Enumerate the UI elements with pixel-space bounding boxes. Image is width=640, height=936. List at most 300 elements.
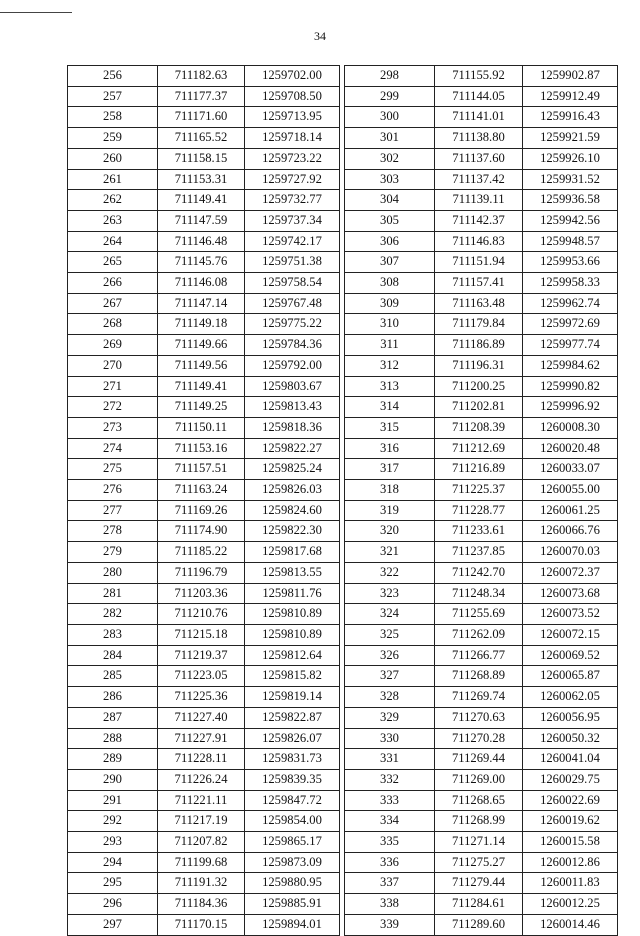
table-row (68, 749, 340, 770)
y-coordinate-cell: 1259880.95 (245, 873, 340, 894)
point-number-cell: 266 (68, 273, 158, 294)
table-row (68, 210, 340, 231)
x-coordinate-cell: 711248.34 (435, 583, 523, 604)
x-coordinate-cell: 711149.41 (158, 376, 245, 397)
point-number-cell: 272 (68, 397, 158, 418)
table-row (345, 687, 618, 708)
table-row (345, 397, 618, 418)
y-coordinate-cell: 1259958.33 (523, 273, 618, 294)
point-number-cell: 330 (345, 728, 435, 749)
x-coordinate-cell: 711177.37 (158, 86, 245, 107)
x-coordinate-cell: 711223.05 (158, 666, 245, 687)
y-coordinate-cell: 1259822.27 (245, 438, 340, 459)
point-number-cell: 257 (68, 86, 158, 107)
table-row (68, 604, 340, 625)
y-coordinate-cell: 1260033.07 (523, 459, 618, 480)
table-row (345, 832, 618, 853)
point-number-cell: 291 (68, 790, 158, 811)
x-coordinate-cell: 711186.89 (435, 335, 523, 356)
point-number-cell: 256 (68, 66, 158, 87)
y-coordinate-cell: 1259708.50 (245, 86, 340, 107)
point-number-cell: 339 (345, 914, 435, 935)
table-row (68, 438, 340, 459)
y-coordinate-cell: 1259727.92 (245, 169, 340, 190)
table-row (345, 666, 618, 687)
point-number-cell: 301 (345, 128, 435, 149)
table-row (345, 790, 618, 811)
point-number-cell: 284 (68, 645, 158, 666)
y-coordinate-cell: 1260011.83 (523, 873, 618, 894)
x-coordinate-cell: 711146.08 (158, 273, 245, 294)
y-coordinate-cell: 1259865.17 (245, 832, 340, 853)
x-coordinate-cell: 711144.05 (435, 86, 523, 107)
x-coordinate-cell: 711237.85 (435, 542, 523, 563)
point-number-cell: 290 (68, 769, 158, 790)
x-coordinate-cell: 711182.63 (158, 66, 245, 87)
x-coordinate-cell: 711165.52 (158, 128, 245, 149)
point-number-cell: 314 (345, 397, 435, 418)
y-coordinate-cell: 1259732.77 (245, 190, 340, 211)
y-coordinate-cell: 1259817.68 (245, 542, 340, 563)
x-coordinate-cell: 711163.48 (435, 293, 523, 314)
y-coordinate-cell: 1259931.52 (523, 169, 618, 190)
x-coordinate-cell: 711268.65 (435, 790, 523, 811)
y-coordinate-cell: 1259873.09 (245, 852, 340, 873)
table-row (68, 128, 340, 149)
y-coordinate-cell: 1259831.73 (245, 749, 340, 770)
x-coordinate-cell: 711200.25 (435, 376, 523, 397)
table-row (68, 314, 340, 335)
y-coordinate-cell: 1259977.74 (523, 335, 618, 356)
y-coordinate-cell: 1260073.52 (523, 604, 618, 625)
point-number-cell: 293 (68, 832, 158, 853)
table-row (68, 790, 340, 811)
x-coordinate-cell: 711221.11 (158, 790, 245, 811)
header-rule (0, 12, 72, 13)
x-coordinate-cell: 711269.44 (435, 749, 523, 770)
point-number-cell: 261 (68, 169, 158, 190)
x-coordinate-cell: 711137.42 (435, 169, 523, 190)
table-row (68, 252, 340, 273)
x-coordinate-cell: 711174.90 (158, 521, 245, 542)
table-row (68, 521, 340, 542)
point-number-cell: 258 (68, 107, 158, 128)
y-coordinate-cell: 1259972.69 (523, 314, 618, 335)
table-row (345, 769, 618, 790)
x-coordinate-cell: 711163.24 (158, 480, 245, 501)
point-number-cell: 279 (68, 542, 158, 563)
point-number-cell: 295 (68, 873, 158, 894)
y-coordinate-cell: 1260056.95 (523, 707, 618, 728)
point-number-cell: 309 (345, 293, 435, 314)
y-coordinate-cell: 1259953.66 (523, 252, 618, 273)
x-coordinate-cell: 711169.26 (158, 500, 245, 521)
table-row (345, 914, 618, 935)
table-row (68, 707, 340, 728)
x-coordinate-cell: 711227.91 (158, 728, 245, 749)
y-coordinate-cell: 1259948.57 (523, 231, 618, 252)
x-coordinate-cell: 711242.70 (435, 562, 523, 583)
x-coordinate-cell: 711149.41 (158, 190, 245, 211)
y-coordinate-cell: 1260014.46 (523, 914, 618, 935)
table-row (68, 417, 340, 438)
y-coordinate-cell: 1260029.75 (523, 769, 618, 790)
point-number-cell: 303 (345, 169, 435, 190)
table-row (345, 459, 618, 480)
point-number-cell: 328 (345, 687, 435, 708)
x-coordinate-cell: 711179.84 (435, 314, 523, 335)
point-number-cell: 337 (345, 873, 435, 894)
table-row (345, 66, 618, 87)
table-row (345, 500, 618, 521)
table-row (68, 397, 340, 418)
y-coordinate-cell: 1259718.14 (245, 128, 340, 149)
table-row (68, 811, 340, 832)
x-coordinate-cell: 711289.60 (435, 914, 523, 935)
x-coordinate-cell: 711146.83 (435, 231, 523, 252)
x-coordinate-cell: 711158.15 (158, 148, 245, 169)
x-coordinate-cell: 711228.11 (158, 749, 245, 770)
table-row (345, 604, 618, 625)
x-coordinate-cell: 711171.60 (158, 107, 245, 128)
point-number-cell: 280 (68, 562, 158, 583)
table-row (68, 873, 340, 894)
y-coordinate-cell: 1260041.04 (523, 749, 618, 770)
point-number-cell: 338 (345, 894, 435, 915)
point-number-cell: 333 (345, 790, 435, 811)
table-row (68, 687, 340, 708)
x-coordinate-cell: 711275.27 (435, 852, 523, 873)
table-row (345, 562, 618, 583)
x-coordinate-cell: 711268.89 (435, 666, 523, 687)
x-coordinate-cell: 711147.14 (158, 293, 245, 314)
point-number-cell: 283 (68, 624, 158, 645)
y-coordinate-cell: 1259885.91 (245, 894, 340, 915)
point-number-cell: 317 (345, 459, 435, 480)
point-number-cell: 302 (345, 148, 435, 169)
x-coordinate-cell: 711227.40 (158, 707, 245, 728)
point-number-cell: 324 (345, 604, 435, 625)
x-coordinate-cell: 711215.18 (158, 624, 245, 645)
x-coordinate-cell: 711284.61 (435, 894, 523, 915)
table-row (345, 355, 618, 376)
table-row (68, 624, 340, 645)
table-row (68, 459, 340, 480)
x-coordinate-cell: 711207.82 (158, 832, 245, 853)
y-coordinate-cell: 1259784.36 (245, 335, 340, 356)
table-row (345, 417, 618, 438)
table-row (68, 562, 340, 583)
y-coordinate-cell: 1259894.01 (245, 914, 340, 935)
point-number-cell: 275 (68, 459, 158, 480)
x-coordinate-cell: 711153.16 (158, 438, 245, 459)
y-coordinate-cell: 1259812.64 (245, 645, 340, 666)
table-row (68, 852, 340, 873)
x-coordinate-cell: 711199.68 (158, 852, 245, 873)
table-row (345, 148, 618, 169)
y-coordinate-cell: 1259819.14 (245, 687, 340, 708)
table-row (68, 894, 340, 915)
point-number-cell: 268 (68, 314, 158, 335)
point-number-cell: 267 (68, 293, 158, 314)
y-coordinate-cell: 1260020.48 (523, 438, 618, 459)
point-number-cell: 289 (68, 749, 158, 770)
point-number-cell: 263 (68, 210, 158, 231)
point-number-cell: 260 (68, 148, 158, 169)
y-coordinate-cell: 1259813.55 (245, 562, 340, 583)
x-coordinate-cell: 711269.74 (435, 687, 523, 708)
table-row (68, 914, 340, 935)
table-row (68, 542, 340, 563)
y-coordinate-cell: 1259751.38 (245, 252, 340, 273)
x-coordinate-cell: 711216.89 (435, 459, 523, 480)
y-coordinate-cell: 1259824.60 (245, 500, 340, 521)
x-coordinate-cell: 711185.22 (158, 542, 245, 563)
table-row (68, 148, 340, 169)
y-coordinate-cell: 1260066.76 (523, 521, 618, 542)
x-coordinate-cell: 711153.31 (158, 169, 245, 190)
point-number-cell: 323 (345, 583, 435, 604)
point-number-cell: 306 (345, 231, 435, 252)
x-coordinate-cell: 711208.39 (435, 417, 523, 438)
y-coordinate-cell: 1260069.52 (523, 645, 618, 666)
table-row (68, 355, 340, 376)
table-row (345, 86, 618, 107)
table-row (68, 728, 340, 749)
table-row (345, 376, 618, 397)
x-coordinate-cell: 711149.18 (158, 314, 245, 335)
table-row (68, 583, 340, 604)
table-row (345, 231, 618, 252)
point-number-cell: 334 (345, 811, 435, 832)
x-coordinate-cell: 711203.36 (158, 583, 245, 604)
point-number-cell: 298 (345, 66, 435, 87)
y-coordinate-cell: 1259822.87 (245, 707, 340, 728)
y-coordinate-cell: 1260061.25 (523, 500, 618, 521)
y-coordinate-cell: 1259990.82 (523, 376, 618, 397)
y-coordinate-cell: 1259818.36 (245, 417, 340, 438)
y-coordinate-cell: 1260072.15 (523, 624, 618, 645)
table-row (68, 376, 340, 397)
table-row (345, 480, 618, 501)
table-row (345, 128, 618, 149)
x-coordinate-cell: 711228.77 (435, 500, 523, 521)
table-row (345, 190, 618, 211)
y-coordinate-cell: 1259742.17 (245, 231, 340, 252)
x-coordinate-cell: 711157.51 (158, 459, 245, 480)
y-coordinate-cell: 1259811.76 (245, 583, 340, 604)
table-row (68, 480, 340, 501)
table-row (68, 273, 340, 294)
point-number-cell: 265 (68, 252, 158, 273)
y-coordinate-cell: 1259847.72 (245, 790, 340, 811)
y-coordinate-cell: 1260055.00 (523, 480, 618, 501)
y-coordinate-cell: 1259713.95 (245, 107, 340, 128)
x-coordinate-cell: 711142.37 (435, 210, 523, 231)
y-coordinate-cell: 1259839.35 (245, 769, 340, 790)
y-coordinate-cell: 1259926.10 (523, 148, 618, 169)
x-coordinate-cell: 711225.36 (158, 687, 245, 708)
x-coordinate-cell: 711149.56 (158, 355, 245, 376)
y-coordinate-cell: 1259702.00 (245, 66, 340, 87)
y-coordinate-cell: 1259758.54 (245, 273, 340, 294)
point-number-cell: 321 (345, 542, 435, 563)
point-number-cell: 331 (345, 749, 435, 770)
x-coordinate-cell: 711191.32 (158, 873, 245, 894)
x-coordinate-cell: 711212.69 (435, 438, 523, 459)
point-number-cell: 307 (345, 252, 435, 273)
table-row (345, 438, 618, 459)
table-row (345, 169, 618, 190)
table-row (345, 335, 618, 356)
point-number-cell: 276 (68, 480, 158, 501)
x-coordinate-cell: 711151.94 (435, 252, 523, 273)
point-number-cell: 286 (68, 687, 158, 708)
point-number-cell: 271 (68, 376, 158, 397)
y-coordinate-cell: 1259767.48 (245, 293, 340, 314)
y-coordinate-cell: 1260050.32 (523, 728, 618, 749)
y-coordinate-cell: 1259902.87 (523, 66, 618, 87)
point-number-cell: 311 (345, 335, 435, 356)
point-number-cell: 320 (345, 521, 435, 542)
point-number-cell: 287 (68, 707, 158, 728)
table-row (345, 293, 618, 314)
x-coordinate-cell: 711226.24 (158, 769, 245, 790)
coordinates-table-right (344, 65, 618, 936)
x-coordinate-cell: 711157.41 (435, 273, 523, 294)
point-number-cell: 274 (68, 438, 158, 459)
point-number-cell: 262 (68, 190, 158, 211)
table-row (345, 107, 618, 128)
y-coordinate-cell: 1259810.89 (245, 624, 340, 645)
point-number-cell: 310 (345, 314, 435, 335)
table-row (345, 894, 618, 915)
point-number-cell: 294 (68, 852, 158, 873)
y-coordinate-cell: 1259810.89 (245, 604, 340, 625)
y-coordinate-cell: 1259792.00 (245, 355, 340, 376)
table-row (345, 749, 618, 770)
y-coordinate-cell: 1260070.03 (523, 542, 618, 563)
point-number-cell: 329 (345, 707, 435, 728)
table-row (68, 231, 340, 252)
table-row (345, 252, 618, 273)
table-row (345, 583, 618, 604)
y-coordinate-cell: 1259775.22 (245, 314, 340, 335)
point-number-cell: 318 (345, 480, 435, 501)
point-number-cell: 332 (345, 769, 435, 790)
y-coordinate-cell: 1259826.07 (245, 728, 340, 749)
table-row (345, 645, 618, 666)
x-coordinate-cell: 711155.92 (435, 66, 523, 87)
table-row (68, 832, 340, 853)
table-row (345, 852, 618, 873)
point-number-cell: 285 (68, 666, 158, 687)
point-number-cell: 304 (345, 190, 435, 211)
y-coordinate-cell: 1260073.68 (523, 583, 618, 604)
point-number-cell: 292 (68, 811, 158, 832)
x-coordinate-cell: 711266.77 (435, 645, 523, 666)
y-coordinate-cell: 1259996.92 (523, 397, 618, 418)
y-coordinate-cell: 1259916.43 (523, 107, 618, 128)
point-number-cell: 296 (68, 894, 158, 915)
x-coordinate-cell: 711262.09 (435, 624, 523, 645)
point-number-cell: 277 (68, 500, 158, 521)
point-number-cell: 336 (345, 852, 435, 873)
table-row (68, 293, 340, 314)
y-coordinate-cell: 1260012.86 (523, 852, 618, 873)
x-coordinate-cell: 711255.69 (435, 604, 523, 625)
table-row (345, 273, 618, 294)
point-number-cell: 264 (68, 231, 158, 252)
y-coordinate-cell: 1259854.00 (245, 811, 340, 832)
point-number-cell: 322 (345, 562, 435, 583)
x-coordinate-cell: 711270.28 (435, 728, 523, 749)
x-coordinate-cell: 711147.59 (158, 210, 245, 231)
point-number-cell: 270 (68, 355, 158, 376)
y-coordinate-cell: 1260008.30 (523, 417, 618, 438)
y-coordinate-cell: 1259825.24 (245, 459, 340, 480)
y-coordinate-cell: 1259984.62 (523, 355, 618, 376)
x-coordinate-cell: 711269.00 (435, 769, 523, 790)
table-row (68, 335, 340, 356)
point-number-cell: 308 (345, 273, 435, 294)
point-number-cell: 315 (345, 417, 435, 438)
point-number-cell: 325 (345, 624, 435, 645)
x-coordinate-cell: 711210.76 (158, 604, 245, 625)
x-coordinate-cell: 711150.11 (158, 417, 245, 438)
x-coordinate-cell: 711137.60 (435, 148, 523, 169)
point-number-cell: 297 (68, 914, 158, 935)
table-row (68, 769, 340, 790)
y-coordinate-cell: 1259723.22 (245, 148, 340, 169)
point-number-cell: 300 (345, 107, 435, 128)
point-number-cell: 281 (68, 583, 158, 604)
x-coordinate-cell: 711184.36 (158, 894, 245, 915)
table-row (345, 728, 618, 749)
point-number-cell: 326 (345, 645, 435, 666)
y-coordinate-cell: 1259737.34 (245, 210, 340, 231)
table-row (68, 169, 340, 190)
point-number-cell: 335 (345, 832, 435, 853)
x-coordinate-cell: 711202.81 (435, 397, 523, 418)
y-coordinate-cell: 1259822.30 (245, 521, 340, 542)
coordinates-tables (67, 65, 618, 936)
table-row (68, 500, 340, 521)
point-number-cell: 327 (345, 666, 435, 687)
point-number-cell: 282 (68, 604, 158, 625)
x-coordinate-cell: 711146.48 (158, 231, 245, 252)
y-coordinate-cell: 1259936.58 (523, 190, 618, 211)
point-number-cell: 299 (345, 86, 435, 107)
table-row (345, 314, 618, 335)
y-coordinate-cell: 1259942.56 (523, 210, 618, 231)
table-row (68, 86, 340, 107)
table-row (68, 190, 340, 211)
y-coordinate-cell: 1260062.05 (523, 687, 618, 708)
x-coordinate-cell: 711271.14 (435, 832, 523, 853)
x-coordinate-cell: 711217.19 (158, 811, 245, 832)
y-coordinate-cell: 1260012.25 (523, 894, 618, 915)
y-coordinate-cell: 1259912.49 (523, 86, 618, 107)
x-coordinate-cell: 711225.37 (435, 480, 523, 501)
x-coordinate-cell: 711138.80 (435, 128, 523, 149)
y-coordinate-cell: 1259921.59 (523, 128, 618, 149)
x-coordinate-cell: 711141.01 (435, 107, 523, 128)
table-row (345, 210, 618, 231)
point-number-cell: 273 (68, 417, 158, 438)
table-row (68, 107, 340, 128)
y-coordinate-cell: 1259962.74 (523, 293, 618, 314)
